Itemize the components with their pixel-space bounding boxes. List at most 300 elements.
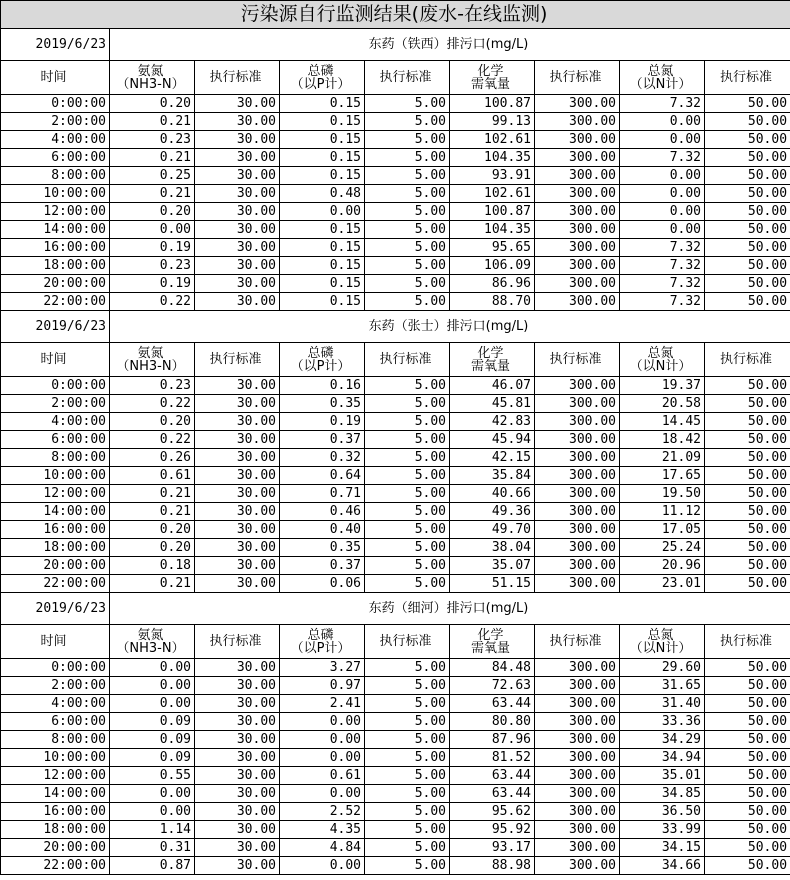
cell-time: 8:00:00 (1, 731, 110, 749)
column-header-line: 执行标准 (379, 70, 432, 85)
table-row (1, 677, 790, 695)
cell-ammonia-standard: 30.00 (195, 785, 280, 803)
cell-phosphorus: 0.19 (280, 413, 365, 431)
cell-nitrogen: 0.00 (620, 113, 705, 131)
cell-phosphorus-standard: 5.00 (365, 275, 450, 293)
cell-phosphorus-standard: 5.00 (365, 239, 450, 257)
cell-ammonia: 0.20 (110, 95, 195, 113)
column-header-line: 执行标准 (379, 352, 432, 367)
table-row (1, 185, 790, 203)
column-header-line: 执行标准 (720, 70, 773, 85)
cell-time: 18:00:00 (1, 821, 110, 839)
cell-ammonia: 0.87 (110, 857, 195, 875)
cell-ammonia-standard: 30.00 (195, 713, 280, 731)
cell-nitrogen-standard: 50.00 (705, 167, 790, 185)
cell-ammonia: 0.19 (110, 275, 195, 293)
cell-ammonia-standard: 30.00 (195, 449, 280, 467)
cell-time: 8:00:00 (1, 449, 110, 467)
cell-ammonia: 0.00 (110, 695, 195, 713)
column-header-cod-standard (535, 61, 620, 95)
column-header-line: 总氮 (647, 627, 674, 643)
column-header-line: （NH3-N） (116, 640, 185, 656)
cell-nitrogen-standard: 50.00 (705, 485, 790, 503)
cell-phosphorus-standard: 5.00 (365, 167, 450, 185)
cell-cod-standard: 300.00 (535, 431, 620, 449)
column-header-line: 执行标准 (549, 352, 602, 367)
cell-cod-standard: 300.00 (535, 467, 620, 485)
cell-phosphorus: 0.00 (280, 731, 365, 749)
cell-ammonia: 0.21 (110, 485, 195, 503)
cell-ammonia: 0.09 (110, 713, 195, 731)
cell-cod-standard: 300.00 (535, 221, 620, 239)
cell-nitrogen-standard: 50.00 (705, 293, 790, 311)
column-header-nitrogen (620, 625, 705, 659)
cell-phosphorus-standard: 5.00 (365, 785, 450, 803)
column-header-phosphorus (280, 343, 365, 377)
cell-cod-standard: 300.00 (535, 377, 620, 395)
cell-ammonia-standard: 30.00 (195, 839, 280, 857)
table-row (1, 749, 790, 767)
cell-cod-standard: 300.00 (535, 257, 620, 275)
cell-nitrogen: 20.96 (620, 557, 705, 575)
cell-phosphorus-standard: 5.00 (365, 221, 450, 239)
cell-nitrogen-standard: 50.00 (705, 239, 790, 257)
cell-nitrogen: 33.36 (620, 713, 705, 731)
section-header-row (1, 29, 790, 61)
table-row (1, 521, 790, 539)
table-row (1, 413, 790, 431)
cell-phosphorus: 0.46 (280, 503, 365, 521)
cell-nitrogen: 35.01 (620, 767, 705, 785)
cell-time: 4:00:00 (1, 131, 110, 149)
cell-time: 10:00:00 (1, 749, 110, 767)
cell-phosphorus-standard: 5.00 (365, 713, 450, 731)
cell-nitrogen-standard: 50.00 (705, 857, 790, 875)
cell-phosphorus: 0.15 (280, 113, 365, 131)
column-header-line: （以N计） (629, 358, 692, 374)
column-header-line: 需氧量 (470, 76, 510, 92)
column-header-line: （NH3-N） (116, 76, 185, 92)
cell-phosphorus-standard: 5.00 (365, 521, 450, 539)
cell-ammonia-standard: 30.00 (195, 413, 280, 431)
cell-nitrogen: 7.32 (620, 149, 705, 167)
cell-phosphorus-standard: 5.00 (365, 839, 450, 857)
cell-cod-standard: 300.00 (535, 95, 620, 113)
table-row (1, 113, 790, 131)
cell-nitrogen: 14.45 (620, 413, 705, 431)
cell-nitrogen: 34.66 (620, 857, 705, 875)
cell-cod: 95.92 (450, 821, 535, 839)
cell-nitrogen: 0.00 (620, 131, 705, 149)
cell-phosphorus-standard: 5.00 (365, 377, 450, 395)
column-header-line: （以P计） (290, 358, 351, 374)
cell-time: 14:00:00 (1, 503, 110, 521)
cell-ammonia: 0.20 (110, 539, 195, 557)
table-row (1, 431, 790, 449)
cell-nitrogen: 36.50 (620, 803, 705, 821)
table-row (1, 713, 790, 731)
cell-time: 18:00:00 (1, 257, 110, 275)
cell-nitrogen-standard: 50.00 (705, 95, 790, 113)
column-header-line: 时间 (40, 70, 67, 85)
column-header-line: 执行标准 (549, 70, 602, 85)
cell-ammonia-standard: 30.00 (195, 821, 280, 839)
table-row (1, 377, 790, 395)
column-header-time (1, 343, 110, 377)
cell-cod: 49.70 (450, 521, 535, 539)
cell-cod: 99.13 (450, 113, 535, 131)
column-header-time (1, 625, 110, 659)
cell-cod: 102.61 (450, 131, 535, 149)
table-row (1, 857, 790, 875)
column-header-line: 执行标准 (549, 634, 602, 649)
cell-ammonia: 0.23 (110, 257, 195, 275)
cell-cod: 51.15 (450, 575, 535, 593)
cell-nitrogen-standard: 50.00 (705, 377, 790, 395)
cell-ammonia: 0.20 (110, 203, 195, 221)
cell-cod: 102.61 (450, 185, 535, 203)
cell-phosphorus: 0.15 (280, 239, 365, 257)
cell-cod: 46.07 (450, 377, 535, 395)
column-header-cod (450, 61, 535, 95)
cell-ammonia: 0.18 (110, 557, 195, 575)
cell-nitrogen-standard: 50.00 (705, 467, 790, 485)
column-header-row (1, 343, 790, 377)
cell-phosphorus: 0.37 (280, 557, 365, 575)
column-header-line: 总磷 (307, 345, 334, 361)
report-title: 污染源自行监测结果(废水-在线监测) (1, 1, 790, 29)
cell-cod: 104.35 (450, 221, 535, 239)
cell-time: 20:00:00 (1, 557, 110, 575)
cell-nitrogen: 34.29 (620, 731, 705, 749)
cell-nitrogen: 25.24 (620, 539, 705, 557)
column-header-row (1, 61, 790, 95)
cell-time: 14:00:00 (1, 785, 110, 803)
cell-ammonia: 0.09 (110, 731, 195, 749)
cell-phosphorus: 0.40 (280, 521, 365, 539)
cell-time: 14:00:00 (1, 221, 110, 239)
cell-phosphorus: 0.37 (280, 431, 365, 449)
cell-ammonia: 0.20 (110, 413, 195, 431)
column-header-ammonia-standard (195, 343, 280, 377)
cell-ammonia: 0.26 (110, 449, 195, 467)
cell-ammonia-standard: 30.00 (195, 695, 280, 713)
cell-time: 12:00:00 (1, 767, 110, 785)
cell-time: 18:00:00 (1, 539, 110, 557)
cell-phosphorus: 4.35 (280, 821, 365, 839)
cell-cod: 63.44 (450, 695, 535, 713)
cell-nitrogen: 34.94 (620, 749, 705, 767)
cell-time: 2:00:00 (1, 113, 110, 131)
cell-nitrogen: 23.01 (620, 575, 705, 593)
cell-ammonia-standard: 30.00 (195, 749, 280, 767)
table-row (1, 167, 790, 185)
cell-ammonia-standard: 30.00 (195, 377, 280, 395)
cell-nitrogen-standard: 50.00 (705, 695, 790, 713)
cell-cod: 86.96 (450, 275, 535, 293)
cell-time: 8:00:00 (1, 167, 110, 185)
cell-cod-standard: 300.00 (535, 803, 620, 821)
cell-nitrogen-standard: 50.00 (705, 839, 790, 857)
cell-phosphorus: 0.35 (280, 539, 365, 557)
column-header-line: （以N计） (629, 640, 692, 656)
cell-phosphorus-standard: 5.00 (365, 449, 450, 467)
cell-ammonia: 0.00 (110, 659, 195, 677)
cell-phosphorus: 0.00 (280, 713, 365, 731)
table-row (1, 203, 790, 221)
cell-ammonia-standard: 30.00 (195, 395, 280, 413)
cell-ammonia: 0.31 (110, 839, 195, 857)
cell-cod-standard: 300.00 (535, 677, 620, 695)
cell-cod-standard: 300.00 (535, 785, 620, 803)
cell-nitrogen-standard: 50.00 (705, 431, 790, 449)
cell-cod-standard: 300.00 (535, 203, 620, 221)
column-header-line: 氨氮 (137, 627, 164, 643)
cell-time: 12:00:00 (1, 485, 110, 503)
cell-ammonia: 0.20 (110, 521, 195, 539)
cell-nitrogen-standard: 50.00 (705, 785, 790, 803)
cell-time: 22:00:00 (1, 857, 110, 875)
cell-nitrogen-standard: 50.00 (705, 149, 790, 167)
column-header-line: 总氮 (647, 345, 674, 361)
cell-ammonia-standard: 30.00 (195, 575, 280, 593)
cell-phosphorus-standard: 5.00 (365, 95, 450, 113)
cell-nitrogen: 31.40 (620, 695, 705, 713)
cell-nitrogen-standard: 50.00 (705, 131, 790, 149)
cell-phosphorus: 0.15 (280, 131, 365, 149)
cell-nitrogen: 17.05 (620, 521, 705, 539)
cell-ammonia: 0.22 (110, 431, 195, 449)
cell-cod: 95.65 (450, 239, 535, 257)
column-header-cod (450, 625, 535, 659)
cell-time: 6:00:00 (1, 431, 110, 449)
cell-phosphorus-standard: 5.00 (365, 659, 450, 677)
cell-time: 16:00:00 (1, 521, 110, 539)
cell-time: 16:00:00 (1, 239, 110, 257)
cell-cod-standard: 300.00 (535, 839, 620, 857)
cell-cod: 87.96 (450, 731, 535, 749)
cell-nitrogen: 17.65 (620, 467, 705, 485)
cell-nitrogen: 0.00 (620, 221, 705, 239)
table-row (1, 221, 790, 239)
cell-cod: 72.63 (450, 677, 535, 695)
cell-cod-standard: 300.00 (535, 239, 620, 257)
table-row (1, 257, 790, 275)
cell-cod: 100.87 (450, 203, 535, 221)
cell-phosphorus: 0.71 (280, 485, 365, 503)
cell-nitrogen-standard: 50.00 (705, 803, 790, 821)
cell-nitrogen: 11.12 (620, 503, 705, 521)
cell-nitrogen-standard: 50.00 (705, 113, 790, 131)
column-header-line: 氨氮 (137, 345, 164, 361)
cell-phosphorus: 0.00 (280, 785, 365, 803)
column-header-phosphorus-standard (365, 343, 450, 377)
cell-phosphorus: 0.35 (280, 395, 365, 413)
column-header-cod-standard (535, 343, 620, 377)
column-header-line: 时间 (40, 634, 67, 649)
cell-time: 2:00:00 (1, 395, 110, 413)
table-row (1, 485, 790, 503)
cell-nitrogen-standard: 50.00 (705, 557, 790, 575)
table-row (1, 149, 790, 167)
cell-cod: 45.94 (450, 431, 535, 449)
cell-ammonia: 0.22 (110, 395, 195, 413)
cell-cod: 80.80 (450, 713, 535, 731)
cell-phosphorus-standard: 5.00 (365, 539, 450, 557)
column-header-line: 执行标准 (379, 634, 432, 649)
cell-nitrogen-standard: 50.00 (705, 503, 790, 521)
cell-phosphorus-standard: 5.00 (365, 131, 450, 149)
cell-time: 10:00:00 (1, 185, 110, 203)
cell-phosphorus: 0.32 (280, 449, 365, 467)
cell-cod: 35.84 (450, 467, 535, 485)
cell-cod-standard: 300.00 (535, 857, 620, 875)
column-header-nitrogen (620, 343, 705, 377)
cell-ammonia: 0.21 (110, 575, 195, 593)
cell-nitrogen: 18.42 (620, 431, 705, 449)
cell-nitrogen-standard: 50.00 (705, 257, 790, 275)
cell-phosphorus: 0.61 (280, 767, 365, 785)
cell-nitrogen: 7.32 (620, 257, 705, 275)
cell-cod-standard: 300.00 (535, 185, 620, 203)
cell-ammonia: 0.00 (110, 803, 195, 821)
table-row (1, 503, 790, 521)
cell-cod: 35.07 (450, 557, 535, 575)
cell-phosphorus: 0.15 (280, 293, 365, 311)
cell-ammonia-standard: 30.00 (195, 677, 280, 695)
cell-ammonia: 0.21 (110, 113, 195, 131)
cell-ammonia-standard: 30.00 (195, 221, 280, 239)
cell-ammonia: 1.14 (110, 821, 195, 839)
cell-ammonia-standard: 30.00 (195, 149, 280, 167)
column-header-line: 执行标准 (209, 70, 262, 85)
table-row (1, 539, 790, 557)
cell-cod-standard: 300.00 (535, 713, 620, 731)
cell-cod: 45.81 (450, 395, 535, 413)
column-header-line: （NH3-N） (116, 358, 185, 374)
cell-phosphorus: 0.00 (280, 857, 365, 875)
cell-phosphorus-standard: 5.00 (365, 257, 450, 275)
column-header-nitrogen (620, 61, 705, 95)
cell-nitrogen: 7.32 (620, 239, 705, 257)
column-header-line: 氨氮 (137, 63, 164, 79)
cell-ammonia-standard: 30.00 (195, 731, 280, 749)
cell-phosphorus-standard: 5.00 (365, 857, 450, 875)
cell-nitrogen: 20.58 (620, 395, 705, 413)
table-row (1, 239, 790, 257)
cell-time: 20:00:00 (1, 275, 110, 293)
cell-cod-standard: 300.00 (535, 413, 620, 431)
section-header-row (1, 593, 790, 625)
cell-phosphorus: 0.48 (280, 185, 365, 203)
cell-phosphorus: 0.97 (280, 677, 365, 695)
cell-cod-standard: 300.00 (535, 695, 620, 713)
cell-phosphorus: 4.84 (280, 839, 365, 857)
cell-nitrogen-standard: 50.00 (705, 395, 790, 413)
cell-phosphorus: 0.00 (280, 749, 365, 767)
table-row (1, 803, 790, 821)
column-header-phosphorus (280, 625, 365, 659)
cell-ammonia: 0.21 (110, 503, 195, 521)
cell-ammonia-standard: 30.00 (195, 503, 280, 521)
column-header-ammonia-standard (195, 625, 280, 659)
cell-ammonia-standard: 30.00 (195, 167, 280, 185)
cell-phosphorus-standard: 5.00 (365, 203, 450, 221)
cell-nitrogen: 0.00 (620, 167, 705, 185)
table-row (1, 293, 790, 311)
column-header-ammonia (110, 61, 195, 95)
cell-ammonia-standard: 30.00 (195, 557, 280, 575)
column-header-line: 需氧量 (470, 640, 510, 656)
table-row (1, 467, 790, 485)
cell-cod-standard: 300.00 (535, 149, 620, 167)
cell-phosphorus-standard: 5.00 (365, 749, 450, 767)
cell-cod: 88.98 (450, 857, 535, 875)
cell-cod-standard: 300.00 (535, 113, 620, 131)
section-date: 2019/6/23 (1, 311, 110, 343)
cell-ammonia-standard: 30.00 (195, 293, 280, 311)
cell-nitrogen: 0.00 (620, 185, 705, 203)
cell-nitrogen-standard: 50.00 (705, 767, 790, 785)
section-header-row (1, 311, 790, 343)
column-header-nitrogen-standard (705, 625, 790, 659)
cell-phosphorus-standard: 5.00 (365, 485, 450, 503)
cell-cod-standard: 300.00 (535, 557, 620, 575)
column-header-nitrogen-standard (705, 343, 790, 377)
cell-time: 0:00:00 (1, 659, 110, 677)
cell-ammonia: 0.00 (110, 785, 195, 803)
cell-cod: 100.87 (450, 95, 535, 113)
column-header-cod (450, 343, 535, 377)
cell-nitrogen-standard: 50.00 (705, 203, 790, 221)
column-header-line: 需氧量 (470, 358, 510, 374)
cell-ammonia: 0.61 (110, 467, 195, 485)
cell-nitrogen: 0.00 (620, 203, 705, 221)
cell-nitrogen-standard: 50.00 (705, 449, 790, 467)
cell-cod-standard: 300.00 (535, 503, 620, 521)
cell-cod: 84.48 (450, 659, 535, 677)
cell-nitrogen-standard: 50.00 (705, 275, 790, 293)
cell-nitrogen: 31.65 (620, 677, 705, 695)
cell-ammonia: 0.23 (110, 131, 195, 149)
cell-phosphorus: 0.16 (280, 377, 365, 395)
cell-cod: 106.09 (450, 257, 535, 275)
cell-nitrogen-standard: 50.00 (705, 221, 790, 239)
cell-phosphorus-standard: 5.00 (365, 395, 450, 413)
table-row (1, 575, 790, 593)
column-header-line: （以N计） (629, 76, 692, 92)
table-row (1, 659, 790, 677)
cell-time: 0:00:00 (1, 377, 110, 395)
cell-nitrogen: 7.32 (620, 293, 705, 311)
cell-cod-standard: 300.00 (535, 659, 620, 677)
cell-cod: 42.83 (450, 413, 535, 431)
column-header-line: 执行标准 (720, 352, 773, 367)
cell-ammonia-standard: 30.00 (195, 95, 280, 113)
cell-phosphorus-standard: 5.00 (365, 677, 450, 695)
cell-time: 2:00:00 (1, 677, 110, 695)
cell-phosphorus: 0.15 (280, 95, 365, 113)
cell-nitrogen-standard: 50.00 (705, 731, 790, 749)
cell-time: 4:00:00 (1, 695, 110, 713)
cell-phosphorus: 0.15 (280, 221, 365, 239)
cell-cod: 104.35 (450, 149, 535, 167)
outlet-name: 东药（细河）排污口(mg/L) (110, 593, 790, 625)
table-row (1, 449, 790, 467)
cell-phosphorus-standard: 5.00 (365, 431, 450, 449)
cell-cod-standard: 300.00 (535, 275, 620, 293)
cell-nitrogen-standard: 50.00 (705, 185, 790, 203)
